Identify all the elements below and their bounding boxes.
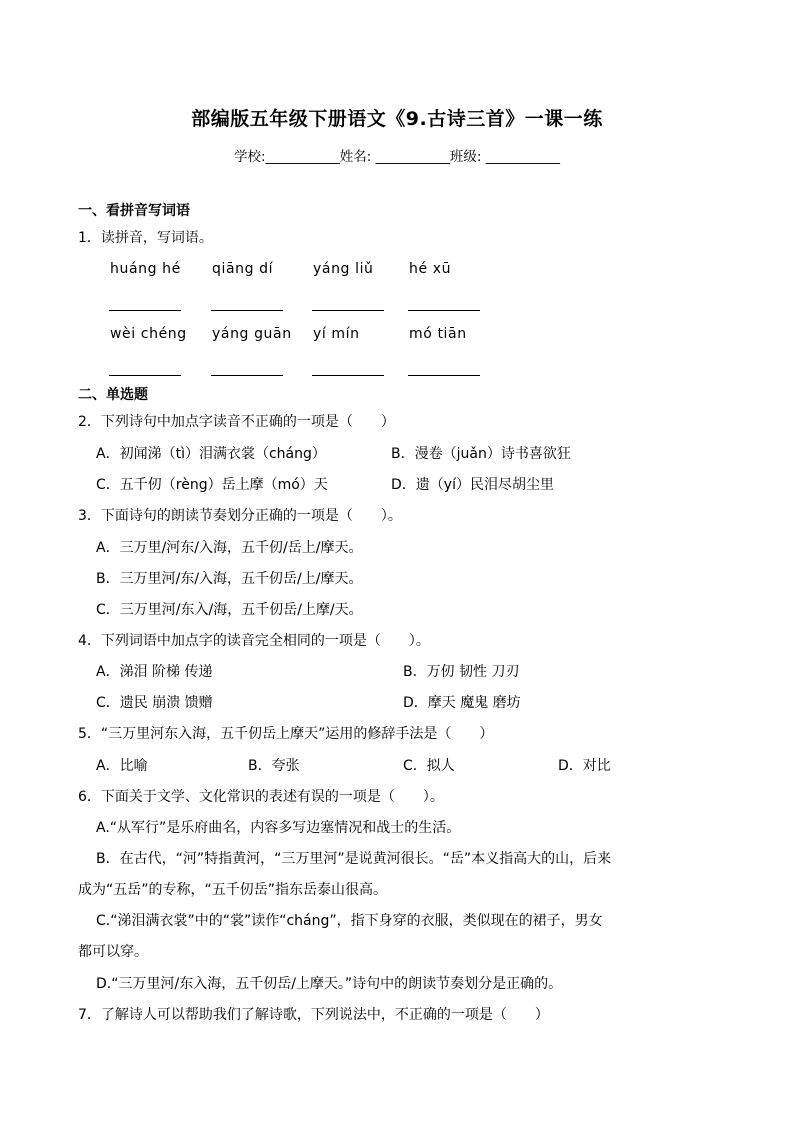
pinyin-item: huáng hé (110, 261, 181, 277)
pinyin-item: qiāng dí (212, 261, 274, 277)
question-6-option-b[interactable]: B．在古代，“河”特指黄河，“三万里河”是说黄河很长。“岳”本义指高大的山，后来 (96, 851, 612, 867)
question-6-option-b-continued[interactable]: 成为“五岳”的专称，“五千仞岳”指东岳泰山很高。 (78, 882, 388, 898)
answer-blank[interactable] (408, 375, 480, 376)
section1-heading: 一、看拼音写词语 (78, 203, 190, 219)
question-6-option-c[interactable]: C.“涕泪满衣裳”中的“裳”读作“cháng”，指下身穿的衣服，类似现在的裙子，男女 (96, 913, 603, 929)
question-2-option-d[interactable]: D．遗（yí）民泪尽胡尘里 (391, 477, 554, 493)
question-5-option-d[interactable]: D．对比 (558, 758, 611, 774)
question-3-option-a[interactable]: A．三万里/河东/入海，五千仞/岳上/摩天。 (96, 540, 363, 556)
answer-blank[interactable] (109, 375, 181, 376)
answer-blank[interactable] (109, 310, 181, 311)
student-info-line: 学校:___________姓名: ___________班级: ___________ (234, 149, 560, 165)
pinyin-item: wèi chéng (110, 326, 187, 342)
pinyin-item: yáng liǔ (313, 261, 374, 277)
question-2-option-c[interactable]: C．五千仞（rèng）岳上摩（mó）天 (96, 477, 328, 493)
question-2-option-a[interactable]: A．初闻涕（tì）泪满衣裳（cháng） (96, 446, 326, 462)
question-2-option-b[interactable]: B．漫卷（juǎn）诗书喜欲狂 (391, 446, 571, 462)
question-3-stem: 3．下面诗句的朗读节奏划分正确的一项是（ ）。 (78, 508, 402, 524)
question-1-stem: 1．读拼音，写词语。 (78, 230, 213, 246)
question-2-stem: 2．下列诗句中加点字读音不正确的一项是（ ） (78, 414, 395, 430)
question-6-option-d[interactable]: D.“三万里河/东入海，五千仞岳/上摩天。”诗句中的朗读节奏划分是正确的。 (96, 976, 563, 992)
question-7-stem: 7．了解诗人可以帮助我们了解诗歌，下列说法中，不正确的一项是（ ） (78, 1007, 549, 1023)
answer-blank[interactable] (312, 310, 384, 311)
question-5-option-a[interactable]: A．比喻 (96, 758, 148, 774)
question-4-option-c[interactable]: C．遗民 崩溃 馈赠 (96, 695, 213, 711)
question-5-option-b[interactable]: B．夸张 (248, 758, 300, 774)
question-3-option-c[interactable]: C．三万里河/东入/海，五千仞岳/上摩/天。 (96, 602, 363, 618)
question-4-stem: 4．下列词语中加点字的读音完全相同的一项是（ ）。 (78, 633, 430, 649)
question-5-stem: 5．“三万里河东入海，五千仞岳上摩天”运用的修辞手法是（ ） (78, 726, 494, 742)
page-title: 部编版五年级下册语文《9.古诗三首》一课一练 (191, 108, 603, 130)
question-4-option-d[interactable]: D．摩天 魔鬼 磨坊 (403, 695, 521, 711)
answer-blank[interactable] (211, 375, 283, 376)
pinyin-item: yáng guān (212, 326, 292, 342)
section2-heading: 二、单选题 (78, 387, 148, 403)
answer-blank[interactable] (312, 375, 384, 376)
question-6-option-a[interactable]: A.“从军行”是乐府曲名，内容多写边塞情况和战士的生活。 (96, 820, 461, 836)
question-6-stem: 6．下面关于文学、文化常识的表述有误的一项是（ ）。 (78, 789, 444, 805)
pinyin-item: hé xū (409, 261, 452, 277)
question-6-option-c-continued[interactable]: 都可以穿。 (78, 944, 148, 960)
answer-blank[interactable] (211, 310, 283, 311)
question-4-option-a[interactable]: A．涕泪 阶梯 传递 (96, 664, 213, 680)
question-3-option-b[interactable]: B．三万里河/东/入海，五千仞岳/上/摩天。 (96, 571, 363, 587)
pinyin-item: mó tiān (409, 326, 467, 342)
answer-blank[interactable] (408, 310, 480, 311)
pinyin-item: yí mín (313, 326, 360, 342)
question-5-option-c[interactable]: C．拟人 (403, 758, 455, 774)
question-4-option-b[interactable]: B．万仞 韧性 刀刃 (403, 664, 520, 680)
